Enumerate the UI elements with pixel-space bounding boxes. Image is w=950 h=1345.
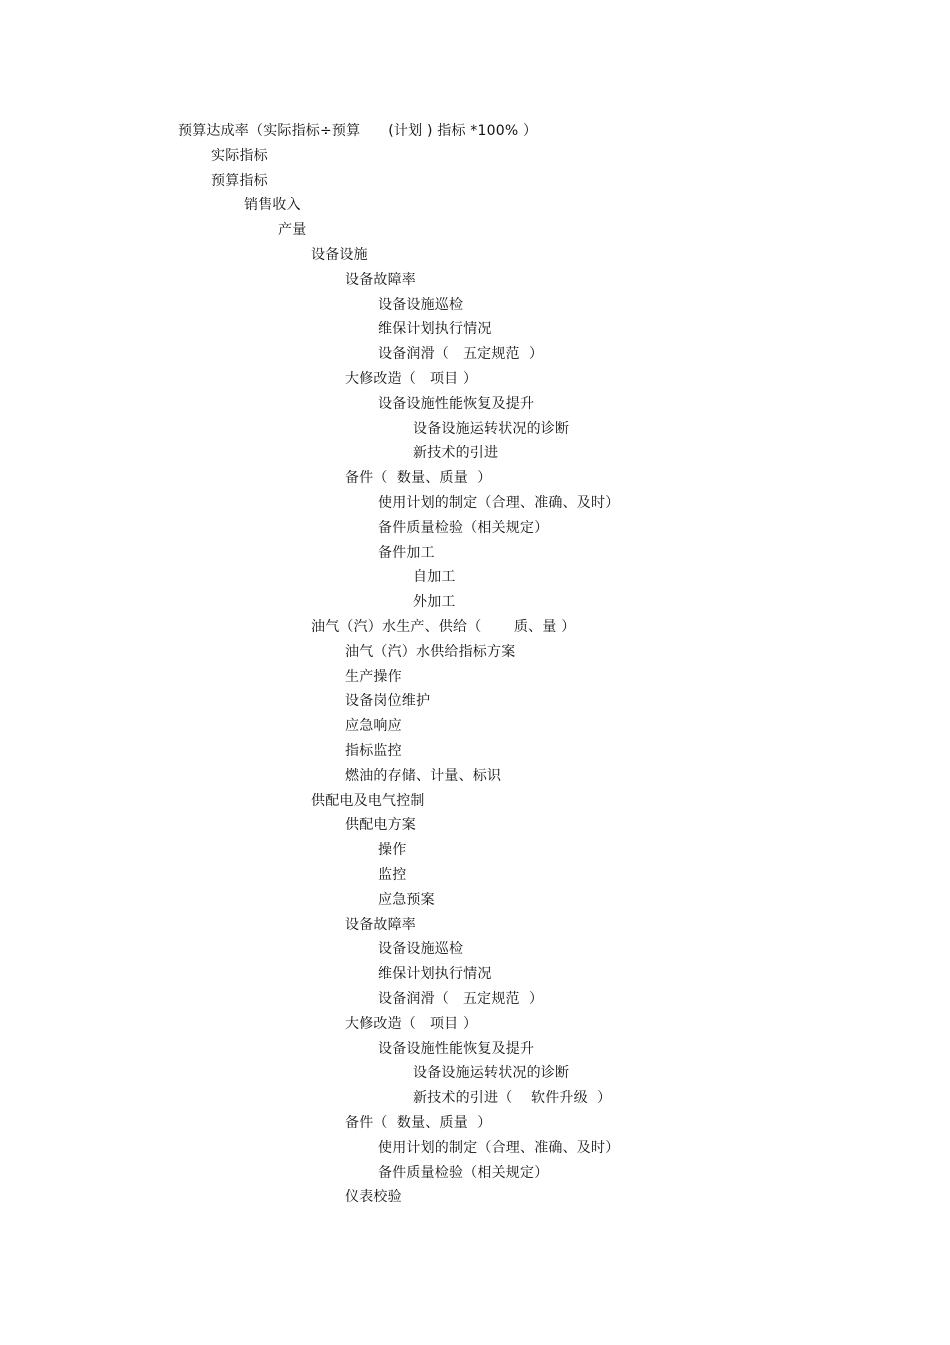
outline-item-level-6: 维保计划执行情况 (378, 966, 492, 982)
outline-item-level-6: 应急预案 (378, 892, 435, 908)
outline-item-level-7: 设备设施运转状况的诊断 (413, 1065, 570, 1081)
outline-item-level-1: 预算指标 (211, 173, 268, 189)
outline-item-level-6: 设备润滑（ 五定规范 ） (378, 346, 544, 362)
outline-item-level-0: 预算达成率（实际指标÷预算 (计划 ) 指标 *100% ） (178, 123, 538, 139)
outline-item-level-5: 生产操作 (345, 669, 402, 685)
outline-item-level-5: 应急响应 (345, 718, 402, 734)
outline-item-level-4: 设备设施 (311, 247, 368, 263)
outline-item-level-6: 设备设施性能恢复及提升 (378, 396, 535, 412)
outline-item-level-5: 设备岗位维护 (345, 693, 431, 709)
outline-item-level-6: 监控 (378, 867, 407, 883)
outline-item-level-6: 使用计划的制定（合理、准确、及时） (378, 495, 620, 511)
outline-item-level-5: 大修改造（ 项目 ） (345, 371, 478, 387)
outline-item-level-5: 供配电方案 (345, 817, 416, 833)
outline-item-level-2: 销售收入 (244, 197, 301, 213)
outline-item-level-3: 产量 (278, 222, 307, 238)
outline-item-level-5: 设备故障率 (345, 272, 416, 288)
outline-item-level-1: 实际指标 (211, 148, 268, 164)
outline-item-level-7: 外加工 (413, 594, 456, 610)
outline-item-level-5: 设备故障率 (345, 917, 416, 933)
outline-item-level-6: 操作 (378, 842, 407, 858)
outline-item-level-4: 油气（汽）水生产、供给（ 质、量 ） (311, 619, 576, 635)
outline-item-level-7: 设备设施运转状况的诊断 (413, 421, 570, 437)
outline-item-level-5: 大修改造（ 项目 ） (345, 1016, 478, 1032)
outline-item-level-7: 新技术的引进（ 软件升级 ） (413, 1090, 612, 1106)
outline-item-level-6: 备件加工 (378, 545, 435, 561)
outline-item-level-6: 备件质量检验（相关规定） (378, 1165, 549, 1181)
outline-item-level-6: 维保计划执行情况 (378, 321, 492, 337)
outline-item-level-7: 新技术的引进 (413, 445, 499, 461)
outline-item-level-7: 自加工 (413, 569, 456, 585)
outline-item-level-4: 供配电及电气控制 (311, 793, 425, 809)
outline-item-level-5: 指标监控 (345, 743, 402, 759)
outline-item-level-6: 设备设施巡检 (378, 297, 464, 313)
outline-item-level-6: 使用计划的制定（合理、准确、及时） (378, 1140, 620, 1156)
outline-item-level-5: 备件（ 数量、质量 ） (345, 1115, 492, 1131)
outline-item-level-5: 备件（ 数量、质量 ） (345, 470, 492, 486)
outline-item-level-6: 设备设施性能恢复及提升 (378, 1041, 535, 1057)
outline-item-level-5: 燃油的存储、计量、标识 (345, 768, 502, 784)
outline-item-level-5: 仪表校验 (345, 1189, 402, 1205)
outline-item-level-6: 设备设施巡检 (378, 941, 464, 957)
outline-item-level-5: 油气（汽）水供给指标方案 (345, 644, 516, 660)
outline-item-level-6: 设备润滑（ 五定规范 ） (378, 991, 544, 1007)
outline-item-level-6: 备件质量检验（相关规定） (378, 520, 549, 536)
